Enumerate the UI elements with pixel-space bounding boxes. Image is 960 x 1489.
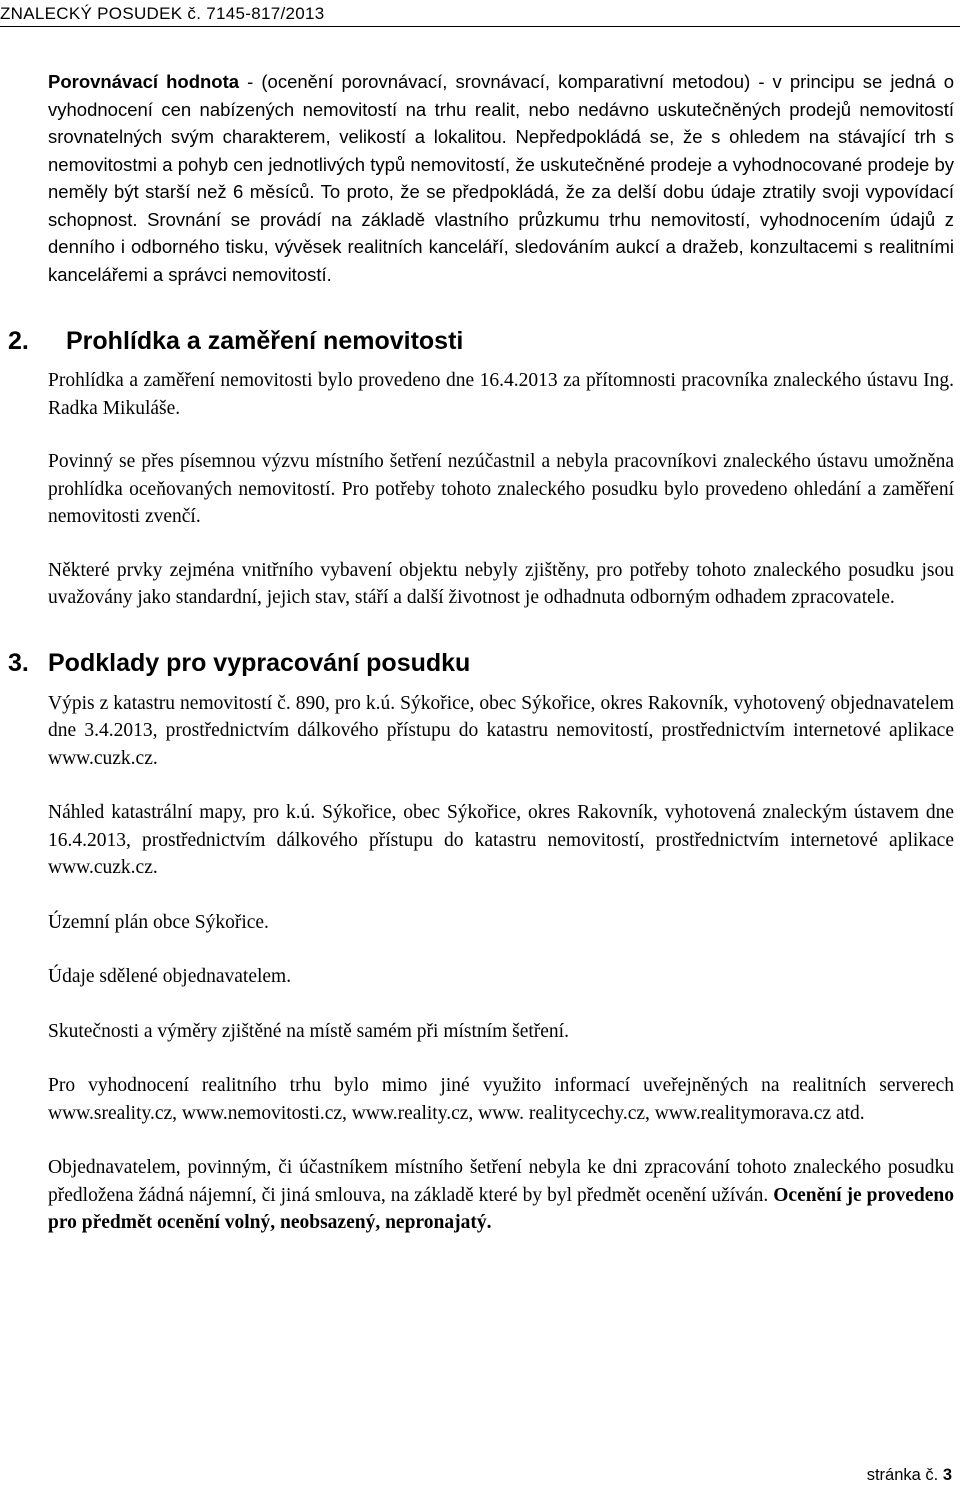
section-2-paragraph: Některé prvky zejména vnitřního vybavení objektu nebyly zjištěny, pro potřeby tohoto znaleckého posudku jsou uvažovány jako standardní, jejich stav, stáří a další životnost je odhadnuta odborným odhadem zpracovatele.: [48, 559, 954, 608]
intro-sentence-3: To proto, že se předpokládá, že za delší dobu údaje ztratily svoji vypovídací schopnost.: [48, 181, 954, 230]
page-number: 3: [942, 1466, 952, 1484]
intro-paragraph: [48, 68, 954, 288]
header-rule: [0, 26, 960, 27]
section-3-paragraph: Územní plán obce Sýkořice.: [48, 911, 269, 933]
section-3-heading: [8, 648, 914, 678]
section-2-heading: [8, 326, 914, 356]
section-3-title: Podklady pro vypracování posudku: [48, 648, 471, 677]
final-bold-statement: Ocenění je provedeno pro předmět ocenění volný, neobsazený, nepronajatý.: [48, 1184, 954, 1233]
section-2-number: 2.: [8, 327, 29, 355]
document-body: [8, 68, 955, 1237]
final-plain-text: Objednavatelem, povinným, či účastníkem místního šetření nebyla ke dni zpracování tohoto znaleckého posudku předložena žádná nájemní, či jiná smlouva, na základě které by byl předmět ocenění užíván.: [48, 1157, 954, 1206]
section-2-title: Prohlídka a zaměření nemovitosti: [66, 327, 464, 355]
page-header: [0, 2, 960, 26]
section-3-paragraph: Údaje sdělené objednavatelem.: [48, 966, 292, 987]
section-3-paragraph: Výpis z katastru nemovitostí č. 890, pro k.ú. Sýkořice, obec Sýkořice, okres Rakovník, vyhotovený objednavatelem dne 3.4.2013, prostřednictvím dálkového přístupu do katastru nemovitostí, prostřednictvím internetové aplikace www.cuzk.cz.: [48, 692, 954, 769]
intro-term: Porovnávací hodnota: [48, 71, 240, 92]
section-3-paragraph: Pro vyhodnocení realitního trhu bylo mimo jiné využito informací uveřejněných na realitních serverech www.sreality.cz, www.nemovitosti.cz, www.reality.cz, www. realitycechy.cz, www.realitymorava.cz atd.: [48, 1075, 954, 1124]
footer-label: stránka č.: [866, 1466, 943, 1484]
page-footer: [867, 1466, 952, 1485]
section-2-paragraph: Prohlídka a zaměření nemovitosti bylo provedeno dne 16.4.2013 za přítomnosti pracovníka znaleckého ústavu Ing. Radka Mikuláše.: [48, 370, 954, 419]
section-3-final-paragraph: [48, 1154, 954, 1237]
header-title: ZNALECKÝ POSUDEK č. 7145-817/2013: [0, 4, 325, 23]
section-3-number: 3.: [8, 648, 29, 677]
section-3-paragraph: Náhled katastrální mapy, pro k.ú. Sýkořice, obec Sýkořice, okres Rakovník, vyhotovená znaleckým ústavem dne 16.4.2013, prostřednictvím dálkového přístupu do katastru nemovitostí, prostřednictvím internetové aplikace www.cuzk.cz.: [48, 802, 954, 878]
section-2-paragraph: Povinný se přes písemnou výzvu místního šetření nezúčastnil a nebyla pracovníkovi znaleckého ústavu umožněna prohlídka oceňovaných nemovitostí. Pro potřeby tohoto znaleckého posudku bylo provedeno ohledání a zaměření nemovitosti zvenčí.: [48, 451, 954, 527]
section-3-paragraph: Skutečnosti a výměry zjištěné na místě samém při místním šetření.: [48, 1020, 569, 1042]
intro-sentence-2: Nepředpokládá se, že s ohledem na stávající trh s nemovitostmi a pohyb cen jednotlivých typů nemovitostí, že uskutečněné prodeje a vyhodnocované prodeje by neměly být starší než 6 měsíců.: [48, 126, 955, 202]
intro-definition: - (ocenění porovnávací, srovnávací, komparativní metodou) - v principu se jedná o vyhodnocení cen nabízených nemovitostí na trhu realit, nebo nedávno uskutečněných prodejů nemovitostí srovnatelných svým charakterem, velikostí a lokalitou.: [48, 71, 954, 147]
intro-sentence-4: Srovnání se provádí na základě vlastního průzkumu trhu nemovitostí, vyhodnocením údajů z denního i odborného tisku, vývěsek realitních kanceláří, sledováním aukcí a dražeb, konzultacemi s realitními kancelářemi a správci nemovitostí.: [48, 208, 954, 285]
